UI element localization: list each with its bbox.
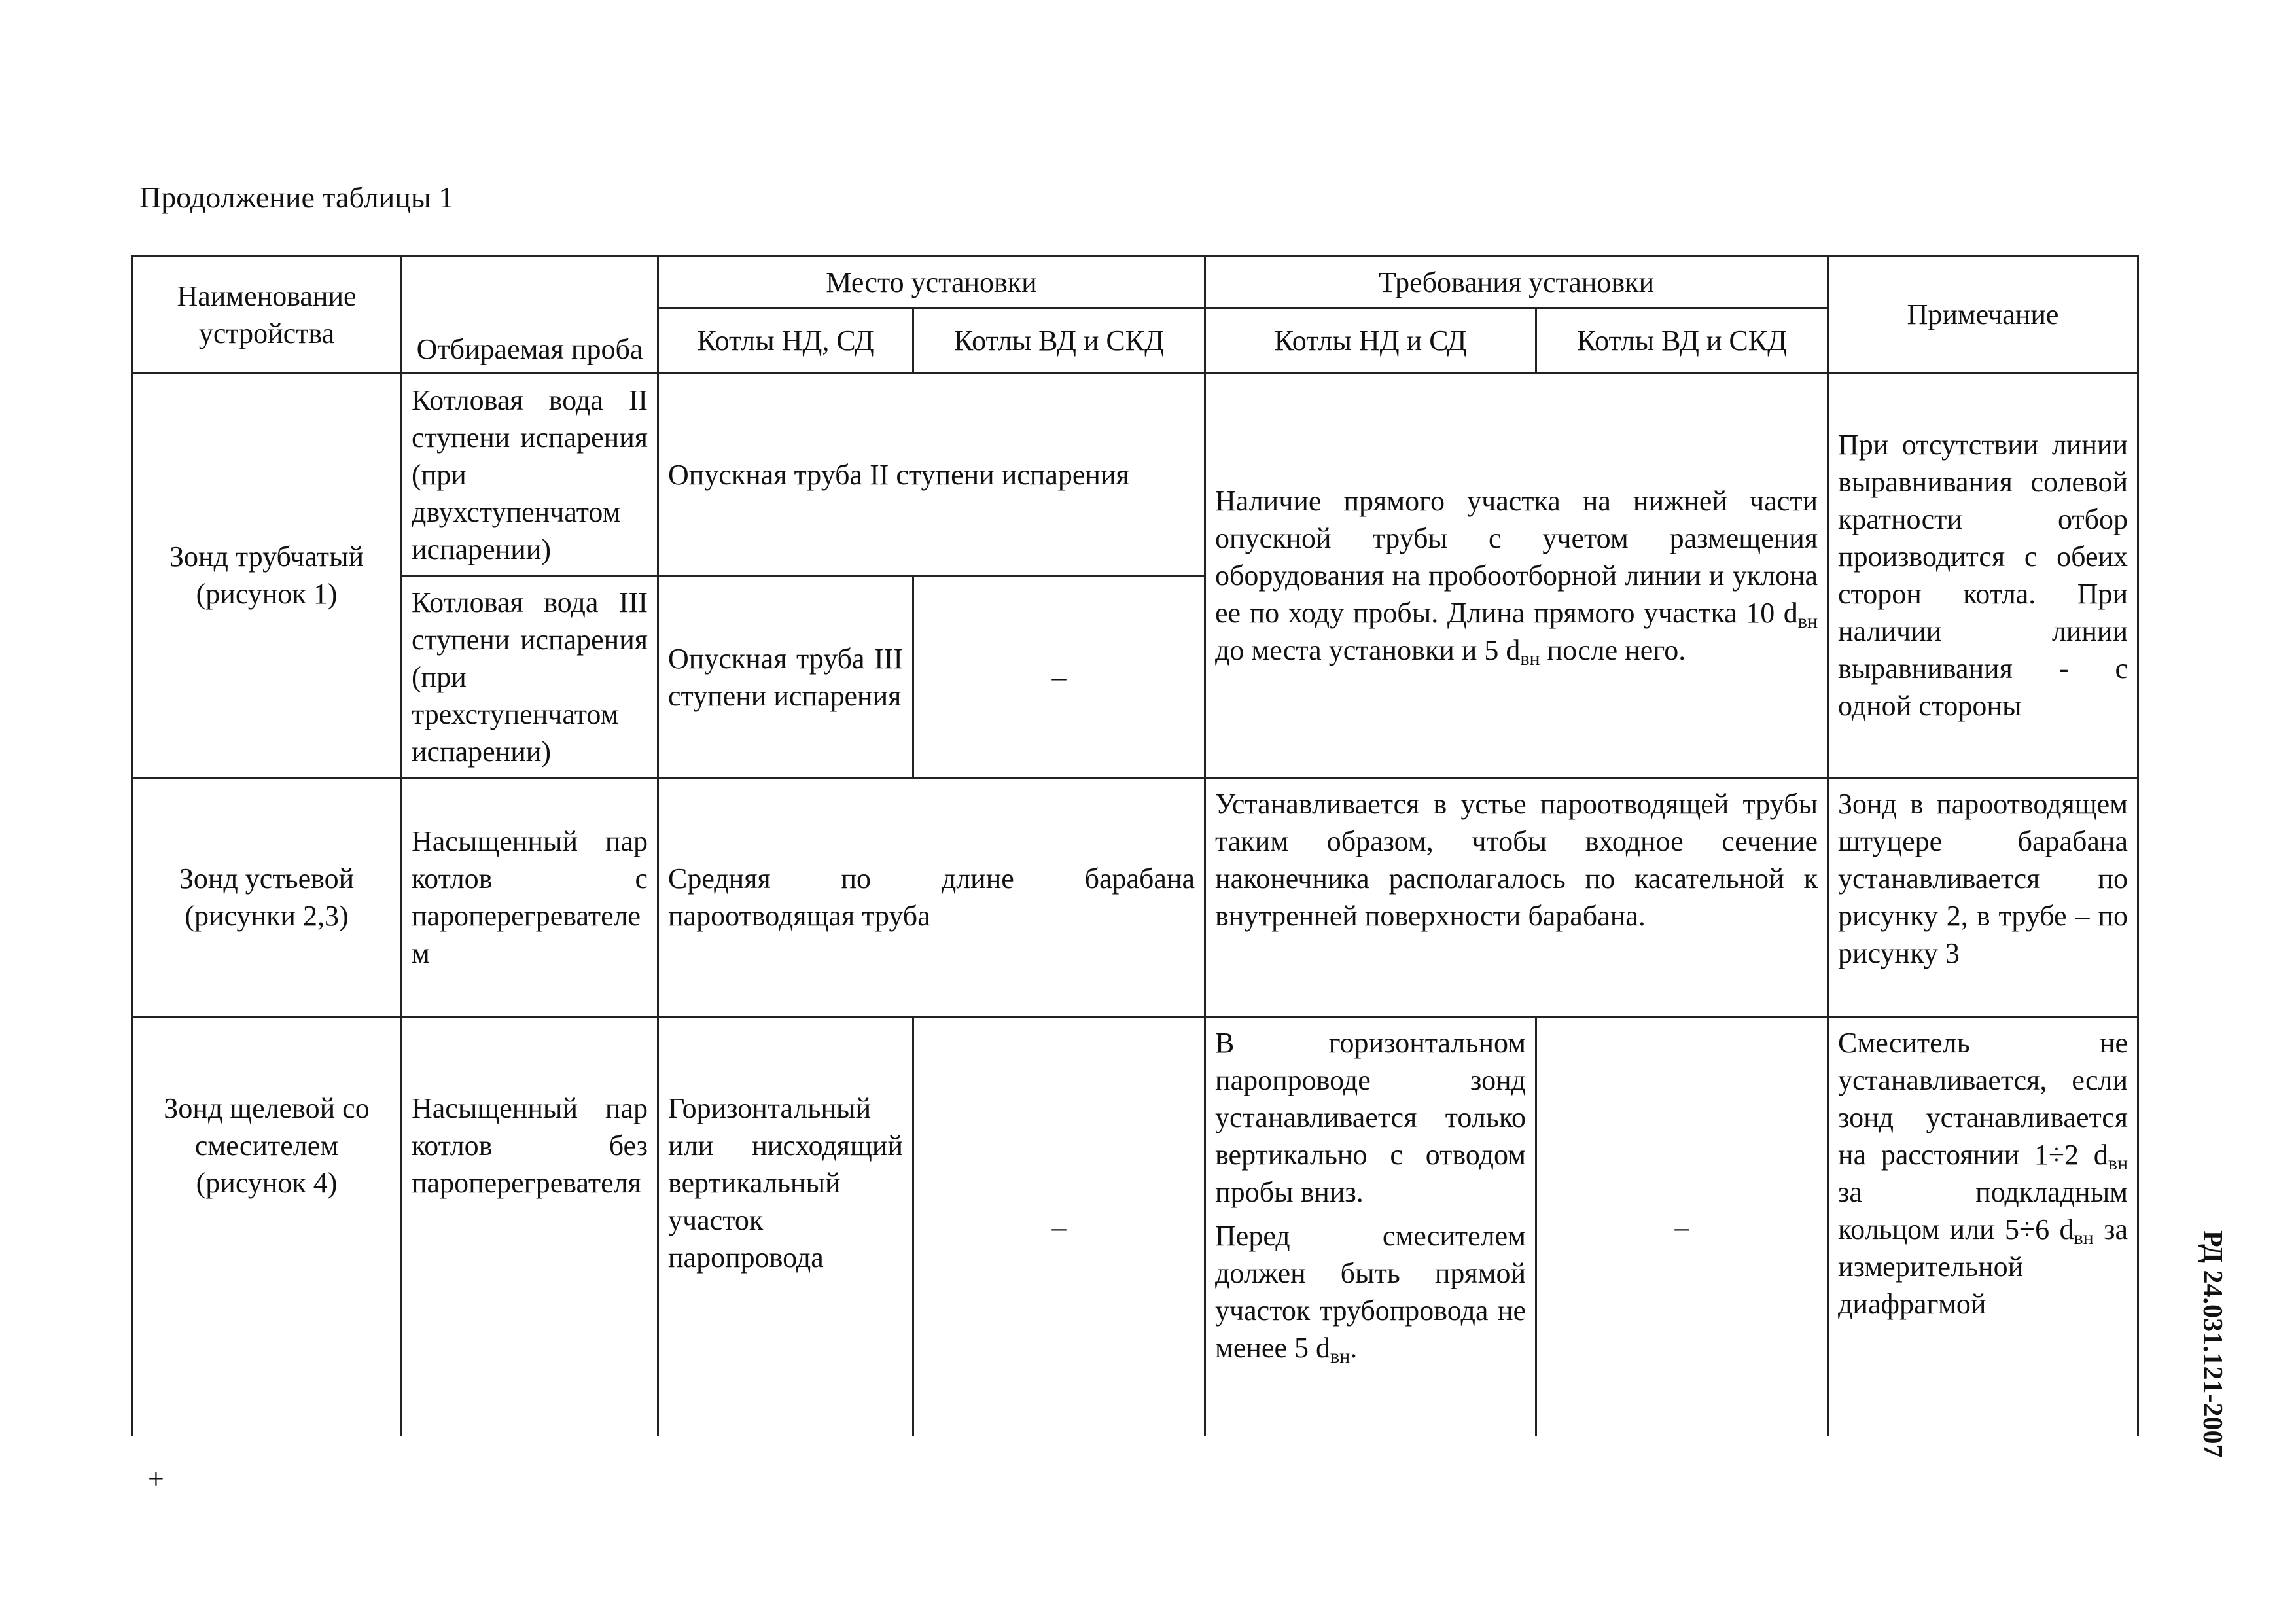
cell-location-tube-2-vd: –: [913, 577, 1205, 778]
table-row: [132, 778, 2138, 1017]
header-sample: Отбираемая проба: [402, 257, 658, 373]
cell-req-slot-nd: [1205, 1017, 1536, 1437]
cell-location-slot-nd: Горизонтальный или нисходящий вертикальный участок паропровода: [658, 1017, 913, 1437]
cell-note-tube: При отсутствии линии выравнивания солевой кратности отбор производится с обеих сторон котла. При наличии линии выравнивания - с одной стороны: [1828, 373, 2138, 778]
table-row: [132, 373, 2138, 577]
header-location-nd: Котлы НД, СД: [658, 308, 913, 373]
header-row-1: [132, 257, 2138, 308]
header-location-vd: Котлы ВД и СКД: [913, 308, 1205, 373]
cell-sample-tube-1: Котловая вода II ступени испарения (при двухступенчатом испарении): [402, 373, 658, 577]
cell-device-slot: Зонд щелевой со смесителем (рисунок 4): [132, 1017, 402, 1437]
table-row: [132, 1017, 2138, 1437]
cell-sample-mouth: Насыщенный пар котлов с пароперегревателем: [402, 778, 658, 1017]
cell-device-tube: Зонд трубчатый (рисунок 1): [132, 373, 402, 778]
cell-sample-slot: Насыщенный пар котлов без пароперегревателя: [402, 1017, 658, 1437]
cell-req-slot-vd: –: [1536, 1017, 1828, 1437]
header-note: Примечание: [1828, 257, 2138, 373]
cell-note-mouth: Зонд в пароотводящем штуцере барабана устанавливается по рисунку 2, в трубе – по рисунку 3: [1828, 778, 2138, 1017]
page-mark: +: [148, 1463, 164, 1495]
header-location: Место установки: [658, 257, 1205, 308]
cell-location-tube-1: Опускная труба II ступени испарения: [658, 373, 1205, 577]
cell-requirements-tube: Наличие прямого участка на нижней части опускной трубы с учетом размещения оборудования на пробоотборной линии и уклона ее по ходу пробы. Длина прямого участка 10 $d_{вн}$ до места установки и 5 $d_{вн}$ после него.: [1205, 373, 1828, 778]
header-req-nd: Котлы НД и СД: [1205, 308, 1536, 373]
device-table: [131, 255, 2139, 1436]
header-device: Наименование устройства: [132, 257, 402, 373]
header-req-vd: Котлы ВД и СКД: [1536, 308, 1828, 373]
cell-sample-tube-2: Котловая вода III ступени испарения (при трехступенчатом испарении): [402, 577, 658, 778]
document-code: РД 24.031.121-2007: [2197, 1230, 2227, 1458]
cell-note-slot: Смеситель не устанавливается, если зонд устанавливается на расстоянии 1÷2 $d_{вн}$ за подкладным кольцом или 5÷6 $d_{вн}$ за измерительной диафрагмой: [1828, 1017, 2138, 1437]
cell-location-mouth: Средняя по длине барабана пароотводящая труба: [658, 778, 1205, 1017]
header-requirements: Требования установки: [1205, 257, 1828, 308]
cell-location-tube-2-nd: Опускная труба III ступени испарения: [658, 577, 913, 778]
req-slot-paragraph-2: Перед смесителем должен быть прямой участок трубопровода не менее 5 $d_{вн}$.: [1215, 1220, 1527, 1367]
cell-location-slot-vd: –: [913, 1017, 1205, 1437]
table-caption: Продолжение таблицы 1: [139, 181, 454, 214]
cell-requirements-mouth: Устанавливается в устье пароотводящей трубы таким образом, чтобы входное сечение наконечника располагалось по касательной к внутренней поверхности барабана.: [1205, 778, 1828, 1017]
cell-device-mouth: Зонд устьевой (рисунки 2,3): [132, 778, 402, 1017]
req-slot-paragraph-1: В горизонтальном паропроводе зонд устанавливается только вертикально с отводом пробы вниз.: [1215, 1027, 1527, 1208]
